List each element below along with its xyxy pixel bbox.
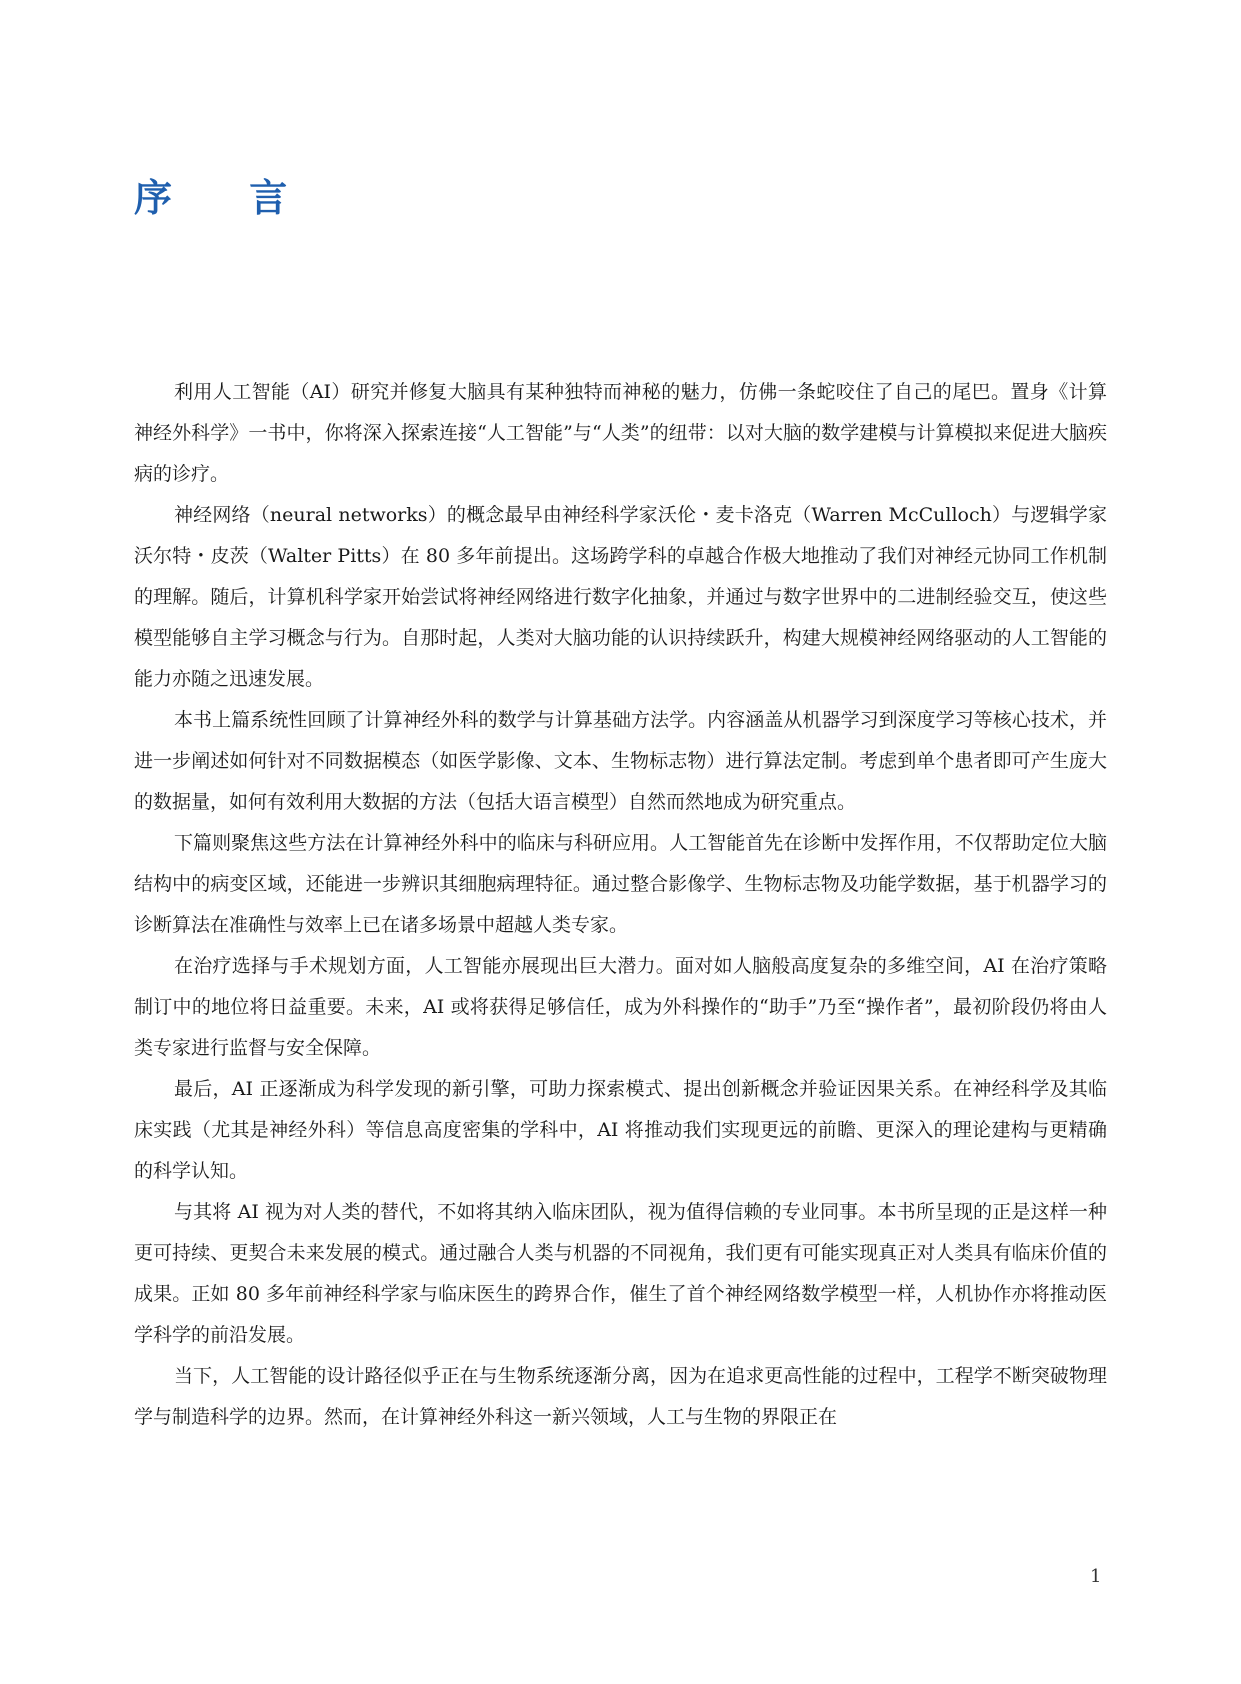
body-text	[134, 372, 1107, 1438]
paragraph: 当下，人工智能的设计路径似乎正在与生物系统逐渐分离，因为在追求更高性能的过程中，工程学不断突破物理学与制造科学的边界。然而，在计算神经外科这一新兴领域，人工与生物的界限正在	[134, 1365, 1107, 1428]
page-title: 序 言	[134, 176, 320, 220]
paragraph: 本书上篇系统性回顾了计算神经外科的数学与计算基础方法学。内容涵盖从机器学习到深度学习等核心技术，并进一步阐述如何针对不同数据模态（如医学影像、文本、生物标志物）进行算法定制。考虑到单个患者即可产生庞大的数据量，如何有效利用大数据的方法（包括大语言模型）自然而然地成为研究重点。	[134, 709, 1107, 813]
page-number: 1	[1090, 1566, 1102, 1587]
paragraph: 最后，AI 正逐渐成为科学发现的新引擎，可助力探索模式、提出创新概念并验证因果关系。在神经科学及其临床实践（尤其是神经外科）等信息高度密集的学科中，AI 将推动我们实现更远的前瞻、更深入的理论建构与更精确的科学认知。	[134, 1078, 1107, 1182]
paragraph: 利用人工智能（AI）研究并修复大脑具有某种独特而神秘的魅力，仿佛一条蛇咬住了自己的尾巴。置身《计算神经外科学》一书中，你将深入探索连接“人工智能”与“人类”的纽带：以对大脑的数学建模与计算模拟来促进大脑疾病的诊疗。	[134, 381, 1107, 485]
paragraph: 下篇则聚焦这些方法在计算神经外科中的临床与科研应用。人工智能首先在诊断中发挥作用，不仅帮助定位大脑结构中的病变区域，还能进一步辨识其细胞病理特征。通过整合影像学、生物标志物及功能学数据，基于机器学习的诊断算法在准确性与效率上已在诸多场景中超越人类专家。	[134, 832, 1107, 936]
paragraph: 在治疗选择与手术规划方面，人工智能亦展现出巨大潜力。面对如人脑般高度复杂的多维空间，AI 在治疗策略制订中的地位将日益重要。未来，AI 或将获得足够信任，成为外科操作的“助手”乃至“操作者”，最初阶段仍将由人类专家进行监督与安全保障。	[134, 955, 1107, 1059]
paragraph: 神经网络（neural networks）的概念最早由神经科学家沃伦・麦卡洛克（Warren McCulloch）与逻辑学家沃尔特・皮茨（Walter Pitts）在 80 多年前提出。这场跨学科的卓越合作极大地推动了我们对神经元协同工作机制的理解。随后，计算机科学家开始尝试将神经网络进行数字化抽象，并通过与数字世界中的二进制经验交互，使这些模型能够自主学习概念与行为。自那时起，人类对大脑功能的认识持续跃升，构建大规模神经网络驱动的人工智能的能力亦随之迅速发展。	[134, 504, 1107, 690]
paragraph: 与其将 AI 视为对人类的替代，不如将其纳入临床团队，视为值得信赖的专业同事。本书所呈现的正是这样一种更可持续、更契合未来发展的模式。通过融合人类与机器的不同视角，我们更有可能实现真正对人类具有临床价值的成果。正如 80 多年前神经科学家与临床医生的跨界合作，催生了首个神经网络数学模型一样，人机协作亦将推动医学科学的前沿发展。	[134, 1201, 1107, 1346]
